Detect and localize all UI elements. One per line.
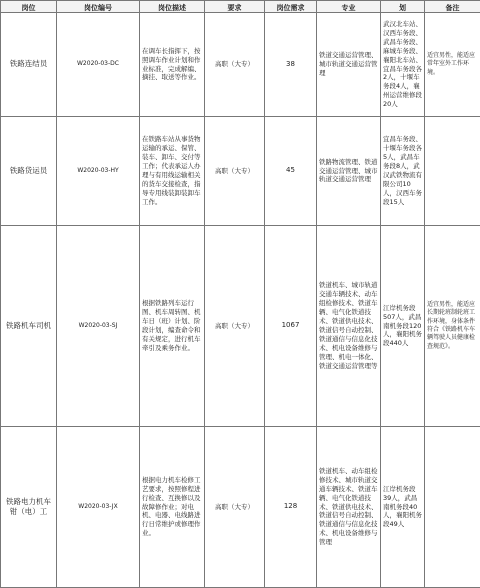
post-allocation: 江岸机务段507人，武昌南机务段120人，襄阳机务段440人 (381, 226, 425, 427)
table-header-row (1, 1, 480, 13)
post-name: 铁路连结员 (1, 13, 57, 117)
table-row (1, 427, 480, 588)
post-major: 铁道机车、城市轨道交通车辆技术、动车组检修技术、铁道车辆、电气化铁道技术、铁道供电技术、铁道信号自动控制、铁道通信与信息化技术、机电设备维修与管理、机电一体化、铁道交通运营管理等 (317, 226, 381, 427)
post-count: 38 (265, 13, 317, 117)
post-note (425, 117, 480, 226)
post-requirement: 高职（大专） (205, 13, 265, 117)
header-req: 要求 (205, 1, 265, 13)
post-major: 铁道交通运营管理、城市轨道交通运营管理 (317, 13, 381, 117)
header-note: 备注 (425, 1, 480, 13)
post-requirement: 高职（大专） (205, 427, 265, 588)
post-requirement: 高职（大专） (205, 226, 265, 427)
post-allocation: 武汉北车站、汉西车务段、武昌车务段、麻城车务段、襄阳北车站、宜昌车务段各2人，十堰车务段4人，襄州运营维修段20人 (381, 13, 425, 117)
table-row (1, 13, 480, 117)
post-allocation: 宜昌车务段、十堰车务段各5人，武昌车务段8人，武汉武铁物流有限公司10人，汉西车务段15人 (381, 117, 425, 226)
post-description: 在调车长指挥下，按照调车作业计划和作业标准，完成解编、摘挂、取送等作业。 (140, 13, 205, 117)
post-code: W2020-03-DC (57, 13, 140, 117)
post-allocation: 江岸机务段39人，武昌南机务段40人，襄阳机务段49人 (381, 427, 425, 588)
post-count: 45 (265, 117, 317, 226)
post-description: 根据电力机车检修工艺要求，按照修程进行检查、互换修以及故障修作业；对电机、电器、电线路进行日常维护或修理作业。 (140, 427, 205, 588)
post-description: 在铁路车站从事货物运输的承运、保管、装车、卸车、交付等工作；代表承运人办理与有用线运输相关的货车交接检查，指导专用线装卸装卸车工作。 (140, 117, 205, 226)
post-name: 铁路机车司机 (1, 226, 57, 427)
post-major: 铁路物流管理、铁道交通运营管理、城市轨道交通运营管理 (317, 117, 381, 226)
post-description: 根据铁路列车运行图、机车周转图、机车日（班）计划、阶段计划，编查命令和有关规定，进行机车牵引及乘务作业。 (140, 226, 205, 427)
table-row (1, 226, 480, 427)
post-requirement: 高职（大专） (205, 117, 265, 226)
header-post: 岗位 (1, 1, 57, 13)
post-name: 铁路货运员 (1, 117, 57, 226)
post-code: W2020-03-SJ (57, 226, 140, 427)
post-code: W2020-03-HY (57, 117, 140, 226)
post-note: 适宜男性，能适应长期轮班制轮班工作环境，身体条件符合《铁路机车车辆驾驶人员健康检查规范》。 (425, 226, 480, 427)
post-name: 铁路电力机车钳（电）工 (1, 427, 57, 588)
header-count: 岗位需求 (265, 1, 317, 13)
post-major: 铁道机车、动车组检修技术、城市轨道交通车辆技术、铁道车辆、电气化铁道技术、铁道供电技术、铁道信号自动控制、铁道通信与信息化技术、机电设备维修与管理 (317, 427, 381, 588)
post-count: 1067 (265, 226, 317, 427)
table-row (1, 117, 480, 226)
header-alloc: 划 (381, 1, 425, 13)
post-note: 适宜男性，能适应常年室外工作环境。 (425, 13, 480, 117)
header-major: 专业 (317, 1, 381, 13)
post-count: 128 (265, 427, 317, 588)
header-code: 岗位编号 (57, 1, 140, 13)
post-code: W2020-03-JX (57, 427, 140, 588)
post-note (425, 427, 480, 588)
header-desc: 岗位描述 (140, 1, 205, 13)
